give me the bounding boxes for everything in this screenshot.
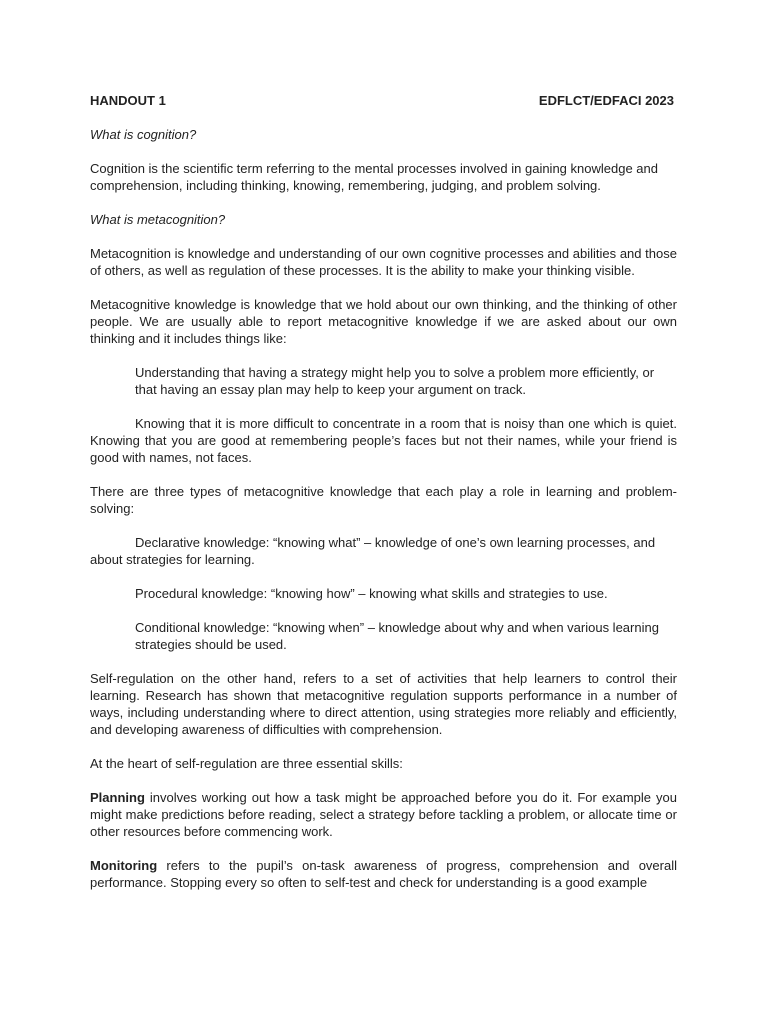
question-metacognition: What is metacognition? (90, 212, 226, 227)
paragraph-skills-intro: At the heart of self-regulation are three essential skills: (90, 756, 403, 771)
term-monitoring: Monitoring (90, 858, 158, 873)
term-planning: Planning (90, 790, 145, 805)
item-procedural-knowledge: Procedural knowledge: “knowing how” – knowing what skills and strategies to use. (135, 586, 608, 601)
paragraph-planning (90, 789, 677, 840)
item-declarative-knowledge: Declarative knowledge: “knowing what” – knowledge of one’s own learning processes, and about strategies for learning. (90, 535, 656, 567)
paragraph-monitoring (90, 857, 677, 891)
paragraph-types-intro: There are three types of metacognitive knowledge that each play a role in learning and problem-solving: (90, 484, 677, 516)
example-strategy: Understanding that having a strategy might help you to solve a problem more efficiently, or that having an essay plan may help to keep your argument on track. (135, 365, 655, 397)
handout-header (90, 92, 677, 109)
example-concentration: Knowing that it is more difficult to concentrate in a room that is noisy than one which is quiet. Knowing that you are good at remembering people’s faces but not their names, while your friend is good with names, not faces. (90, 416, 677, 465)
paragraph-cognition-definition: Cognition is the scientific term referring to the mental processes involved in gaining knowledge and comprehension, including thinking, knowing, remembering, judging, and problem solving. (90, 161, 658, 193)
course-code: EDFLCT/EDFACI 2023 (538, 93, 674, 108)
monitoring-text: refers to the pupil’s on-task awareness of progress, comprehension and overall performance. Stopping every so often to self-test and check for understanding is a good example (90, 858, 677, 890)
paragraph-metacognitive-knowledge: Metacognitive knowledge is knowledge that we hold about our own thinking, and the thinking of other people. We are usually able to report metacognitive knowledge if we are asked about our own thinking and it includes things like: (90, 297, 677, 346)
document-body (90, 92, 677, 908)
paragraph-self-regulation: Self-regulation on the other hand, refers to a set of activities that help learners to control their learning. Research has shown that metacognitive regulation supports performance in a number of ways, including understanding where to direct attention, using strategies more reliably and efficiently, and developing awareness of difficulties with comprehension. (90, 671, 677, 737)
item-conditional-knowledge: Conditional knowledge: “knowing when” – knowledge about why and when various learning strategies should be used. (135, 620, 659, 652)
handout-title: HANDOUT 1 (90, 93, 166, 108)
paragraph-metacognition-definition: Metacognition is knowledge and understanding of our own cognitive processes and abilities and those of others, as well as regulation of these processes. It is the ability to make your thinking visible. (90, 246, 677, 278)
planning-text: involves working out how a task might be approached before you do it. For example you might make predictions before reading, select a strategy before tackling a problem, or allocate time or other resources before commencing work. (90, 790, 677, 839)
question-cognition: What is cognition? (90, 127, 197, 142)
